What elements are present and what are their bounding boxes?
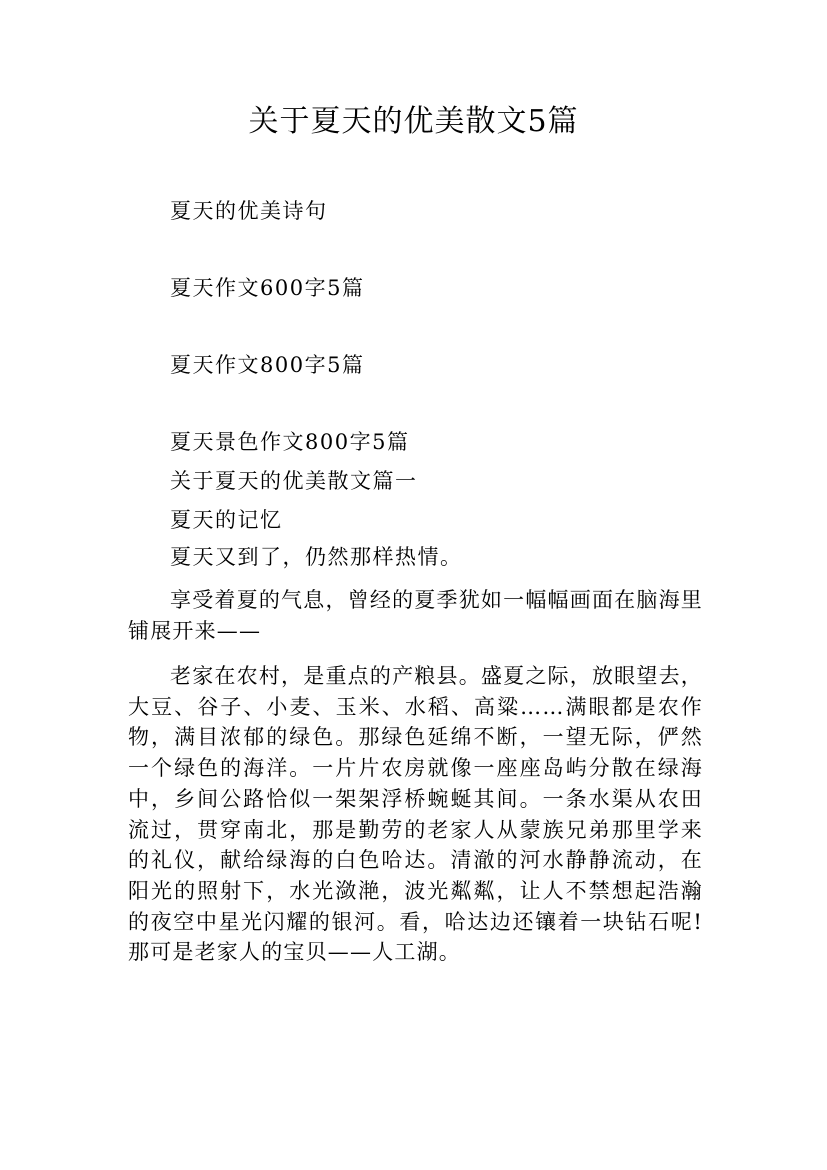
paragraph-1: 享受着夏的气息，曾经的夏季犹如一幅幅画面在脑海里铺展开来—— — [128, 588, 703, 643]
toc-item-poems: 夏天的优美诗句 — [170, 199, 328, 223]
toc-item-scenery-800: 夏天景色作文800字5篇 — [170, 430, 410, 454]
section-heading: 关于夏天的优美散文篇一 — [170, 469, 418, 493]
paragraph-2: 老家在农村，是重点的产粮县。盛夏之际，放眼望去，大豆、谷子、小麦、玉米、水稻、高粱……满眼都是农作物，满目浓郁的绿色。那绿色延绵不断，一望无际，俨然一个绿色的海洋。一片片农房就像一座座岛屿分散在绿海中，乡间公路恰似一架架浮桥蜿蜒其间。一条水渠从农田流过，贯穿南北，那是勤劳的老家人从蒙族兄弟那里学来的礼仪，献给绿海的白色哈达。清澈的河水静静流动，在阳光的照射下，水光潋滟，波光粼粼，让人不禁想起浩瀚的夜空中星光闪耀的银河。看，哈达边还镶着一块钻石呢!那可是老家人的宝贝——人工湖。 — [128, 664, 703, 965]
toc-item-essay-600: 夏天作文600字5篇 — [170, 276, 365, 300]
intro-line: 夏天又到了，仍然那样热情。 — [170, 545, 463, 569]
article-title: 夏天的记忆 — [170, 508, 283, 532]
document-title: 关于夏天的优美散文5篇 — [248, 104, 579, 139]
toc-item-essay-800: 夏天作文800字5篇 — [170, 353, 365, 377]
